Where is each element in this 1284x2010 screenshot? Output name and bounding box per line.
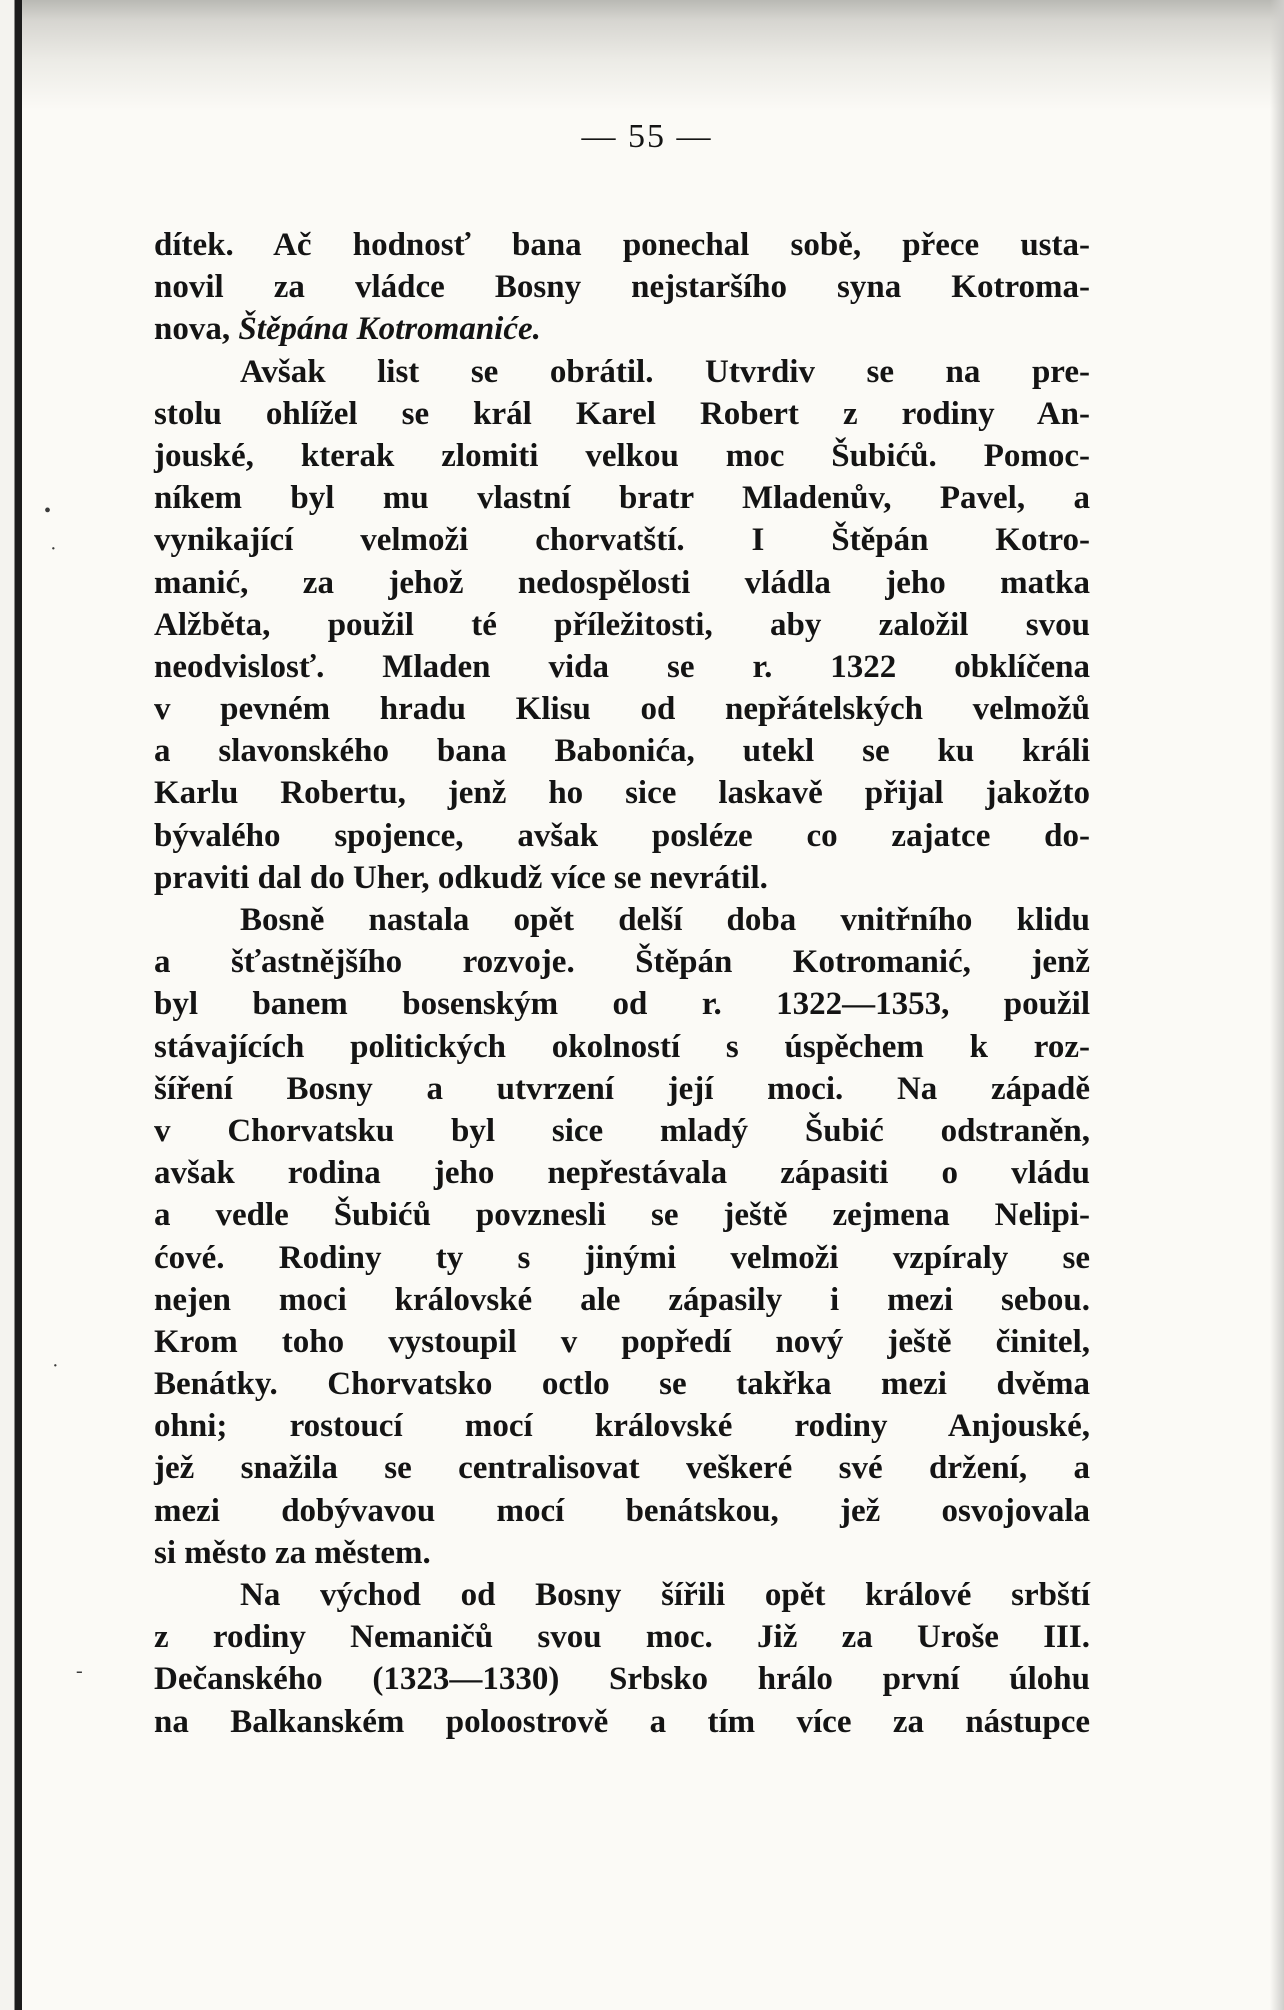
text-line-content: stolu ohlížel se král Karel Robert z rodiny An-: [154, 395, 1090, 432]
italic-name: Štěpána Kotromaniće.: [238, 311, 541, 348]
text-line: [154, 646, 1090, 688]
text-line-content: nova,: [154, 311, 239, 348]
scan-speck: ·: [52, 1355, 59, 1377]
text-line-content: jež snažila se centralisovat veškeré své držení, a: [154, 1450, 1090, 1487]
text-line: [154, 857, 1090, 899]
text-line-content: avšak rodina jeho nepřestávala zápasiti o vládu: [154, 1155, 1090, 1192]
text-line-content: na Balkanském poloostrově a tím více za nástupce: [154, 1703, 1090, 1740]
text-line-content: bývalého spojence, avšak posléze co zajatce do-: [154, 817, 1090, 854]
text-line-content: a vedle Šubićů povznesli se ještě zejmena Nelipi-: [154, 1197, 1090, 1234]
text-line: [154, 815, 1090, 857]
text-line: [154, 1194, 1090, 1236]
text-line: [154, 730, 1090, 772]
text-line: [154, 941, 1090, 983]
scan-right-edge: [1270, 0, 1284, 2010]
text-line: [154, 266, 1090, 308]
text-line: [154, 435, 1090, 477]
text-line: [154, 1574, 1090, 1616]
text-line: [154, 351, 1090, 393]
text-line: [154, 1490, 1090, 1532]
text-line: [154, 224, 1090, 266]
scan-left-edge: [0, 0, 22, 2010]
text-line: [154, 1279, 1090, 1321]
text-line: [154, 772, 1090, 814]
text-line-content: Krom toho vystoupil v popředí nový ještě činitel,: [154, 1323, 1090, 1360]
text-line-content: novil za vládce Bosny nejstaršího syna Kotroma-: [154, 269, 1090, 306]
text-line: [154, 1026, 1090, 1068]
text-line: [154, 1405, 1090, 1447]
text-line-content: mezi dobývavou mocí benátskou, jež osvojovala: [154, 1492, 1090, 1529]
text-line-content: Bosně nastala opět delší doba vnitřního klidu: [240, 902, 1090, 938]
text-line: [154, 1658, 1090, 1700]
text-line: [154, 604, 1090, 646]
text-line-content: z rodiny Nemaničů svou moc. Již za Uroše III.: [154, 1619, 1090, 1656]
text-line-content: v Chorvatsku byl sice mladý Šubić odstraněn,: [154, 1112, 1090, 1149]
text-line: [154, 562, 1090, 604]
text-line-content: v pevném hradu Klisu od nepřátelských velmožů: [154, 691, 1090, 728]
text-line: [154, 1532, 1090, 1574]
text-line-content: a slavonského bana Babonića, utekl se ku králi: [154, 733, 1090, 770]
text-line-content: Benátky. Chorvatsko octlo se takřka mezi dvěma: [154, 1366, 1090, 1403]
text-line-content: ohni; rostoucí mocí královské rodiny Anjouské,: [154, 1408, 1090, 1445]
text-line-content: manić, za jehož nedospělosti vládla jeho matka: [154, 564, 1090, 601]
text-line: [154, 1237, 1090, 1279]
text-line-content: vynikající velmoži chorvatští. I Štěpán Kotro-: [154, 522, 1090, 559]
scan-speck: -: [76, 1660, 83, 1682]
text-line: [154, 1363, 1090, 1405]
scan-speck: •: [44, 500, 52, 522]
text-line-content: Alžběta, použil té příležitosti, aby založil svou: [154, 606, 1090, 643]
text-line: [154, 1068, 1090, 1110]
text-line-content: jouské, kterak zlomiti velkou moc Šubićů. Pomoc-: [154, 437, 1090, 474]
text-line-content: níkem byl mu vlastní bratr Mladenův, Pavel, a: [154, 480, 1090, 517]
text-line: [154, 308, 1090, 350]
text-line-content: Dečanského (1323—1330) Srbsko hrálo první úlohu: [154, 1661, 1090, 1698]
text-line: [154, 899, 1090, 941]
text-line: [154, 1701, 1090, 1743]
scan-speck: ·: [50, 538, 57, 560]
text-line: [154, 1321, 1090, 1363]
text-line-content: si město za městem.: [154, 1534, 431, 1571]
text-line: [154, 1616, 1090, 1658]
text-line-content: nejen moci královské ale zápasily i mezi sebou.: [154, 1281, 1090, 1318]
text-line-content: praviti dal do Uher, odkudž více se nevrátil.: [154, 859, 768, 896]
text-line: [154, 688, 1090, 730]
text-line-content: dítek. Ač hodnosť bana ponechal sobě, přece usta-: [154, 227, 1090, 263]
text-line-content: ćové. Rodiny ty s jinými velmoži vzpíraly se: [154, 1239, 1090, 1276]
text-line-content: a šťastnějšího rozvoje. Štěpán Kotromanić, jenž: [154, 944, 1090, 981]
text-line-content: šíření Bosny a utvrzení její moci. Na západě: [154, 1070, 1090, 1107]
text-line: [154, 519, 1090, 561]
text-line: [154, 393, 1090, 435]
text-line: [154, 1447, 1090, 1489]
text-line-content: neodvislosť. Mladen vida se r. 1322 obklíčena: [154, 648, 1090, 685]
scan-top-shadow: [0, 0, 1284, 110]
text-line: [154, 983, 1090, 1025]
text-line: [154, 477, 1090, 519]
page-number: — 55 —: [581, 118, 713, 155]
text-line: [154, 1152, 1090, 1194]
body-text: [154, 224, 1090, 1743]
text-line-content: Na východ od Bosny šířili opět králové srbští: [240, 1577, 1090, 1613]
text-line-content: byl banem bosenským od r. 1322—1353, použil: [154, 986, 1090, 1023]
text-line: [154, 1110, 1090, 1152]
text-line-content: Avšak list se obrátil. Utvrdiv se na pre-: [240, 353, 1090, 390]
text-line-content: Karlu Robertu, jenž ho sice laskavě přijal jakožto: [154, 775, 1090, 812]
text-line-content: stávajících politických okolností s úspěchem k roz-: [154, 1028, 1090, 1065]
